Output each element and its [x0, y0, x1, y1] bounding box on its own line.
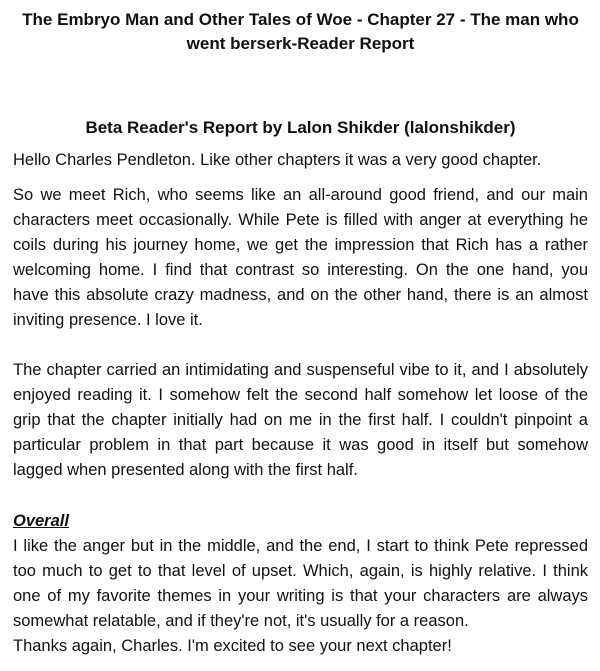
report-heading: Beta Reader's Report by Lalon Shikder (lalonshikder)	[85, 118, 516, 137]
greeting-paragraph: Hello Charles Pendleton. Like other chapters it was a very good chapter.	[13, 151, 542, 169]
closing-line: Thanks again, Charles. I'm excited to see your next chapter!	[13, 637, 452, 655]
overall-paragraph: I like the anger but in the middle, and the end, I start to think Pete repressed too much to get to that level of upset. Which, again, is highly relative. I think one of my favorite themes in your writing is that your characters are always somewhat relatable, and if they're not, it's usually for a reason.	[13, 537, 588, 630]
review-paragraph-1: So we meet Rich, who seems like an all-around good friend, and our main characters meet occasionally. While Pete is filled with anger at everything he coils during his journey home, we get the impression that Rich has a rather welcoming home. I find that contrast so interesting. On the one hand, you have this absolute crazy madness, and on the other hand, there is an almost inviting presence. I love it.	[13, 186, 588, 329]
document-title: The Embryo Man and Other Tales of Woe - Chapter 27 - The man who went berserk-Reader Report	[22, 10, 579, 53]
overall-heading: Overall	[13, 512, 69, 530]
review-paragraph-2: The chapter carried an intimidating and suspenseful vibe to it, and I absolutely enjoyed reading it. I somehow felt the second half somehow let loose of the grip that the chapter initially had on me in the first half. I couldn't pinpoint a particular problem in that part because it was good in itself but somehow lagged when presented along with the first half.	[13, 361, 588, 479]
